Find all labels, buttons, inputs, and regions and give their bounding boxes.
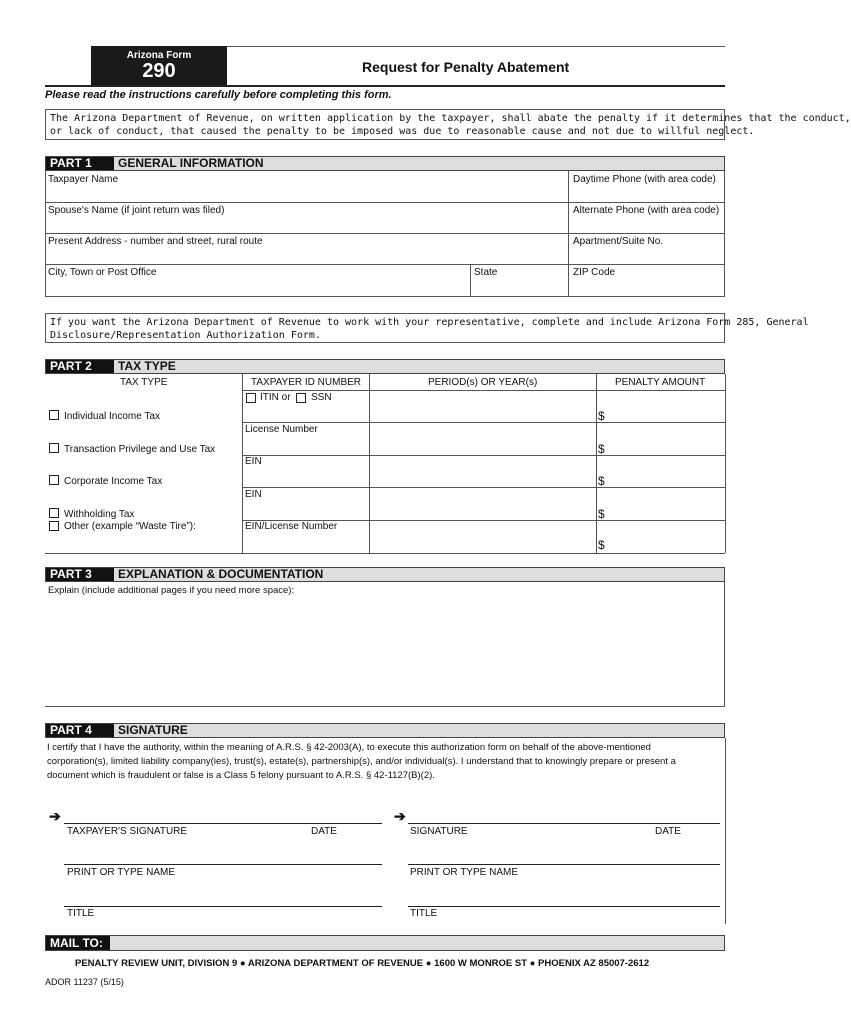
ein-label: EIN: [245, 456, 262, 467]
intro-text-line-2: or lack of conduct, that caused the penalty to be imposed was due to reasonable cause and not due to willful neglect.: [50, 126, 755, 137]
representative-box: [45, 313, 809, 343]
p1-row-rule-2: [45, 233, 725, 234]
cert-line-2: corporation(s), limited liability company(ies), trust(s), estate(s), partnership(s), and/or individual(s). I understand that to knowingly prepare or present a: [47, 756, 676, 767]
date-label-1: DATE: [311, 826, 337, 837]
print-name-label-1: PRINT OR TYPE NAME: [67, 867, 175, 878]
print-name-line-2[interactable]: [408, 864, 720, 865]
itin-label: ITIN or: [260, 392, 291, 403]
dollar-sign: $: [598, 442, 605, 456]
title-label-2: TITLE: [410, 908, 438, 919]
p2-right-rule: [725, 374, 726, 553]
apartment-field[interactable]: Apartment/Suite No.: [573, 236, 664, 247]
certification-text: [47, 741, 723, 783]
taxpayer-signature-line[interactable]: [64, 823, 382, 824]
taxpayer-signature-label: TAXPAYER'S SIGNATURE: [67, 826, 188, 837]
taxpayer-name-field[interactable]: Taxpayer Name: [48, 174, 119, 185]
part1-number: PART 1: [46, 157, 114, 170]
p2-header-rule: [242, 390, 725, 391]
intro-text-line-1: The Arizona Department of Revenue, on written application by the taxpayer, shall abate the penalty if it determines that the conduct,: [50, 113, 851, 124]
cert-line-1: I certify that I have the authority, within the meaning of A.R.S. § 42-2003(A), to execute this authorization form on behalf of the above-mentioned: [47, 742, 651, 753]
page-title: Request for Penalty Abatement: [362, 59, 570, 75]
individual-income-tax-label: Individual Income Tax: [64, 411, 160, 422]
mail-to-bar: [45, 935, 725, 951]
p2-row-rule-3: [242, 487, 725, 488]
part1-title: GENERAL INFORMATION: [118, 156, 264, 170]
p1-row-rule-3: [45, 264, 725, 265]
explanation-area[interactable]: [45, 582, 725, 707]
city-field[interactable]: City, Town or Post Office: [48, 267, 157, 278]
rep-text-line-2: Disclosure/Representation Authorization Form.: [50, 330, 321, 341]
part3-header: [45, 567, 725, 582]
present-address-field[interactable]: Present Address - number and street, rural route: [48, 236, 263, 247]
print-name-line-1[interactable]: [64, 864, 382, 865]
part3-number: PART 3: [46, 568, 114, 581]
title-line-2[interactable]: [408, 906, 720, 907]
p1-row-rule-1: [45, 202, 725, 203]
ssn-label: SSN: [311, 392, 332, 403]
tpt-label: Transaction Privilege and Use Tax: [64, 444, 216, 455]
dollar-sign: $: [598, 474, 605, 488]
explain-label: Explain (include additional pages if you need more space):: [48, 585, 295, 596]
col-penalty-amount: PENALTY AMOUNT: [615, 377, 706, 388]
p2-row-rule-1: [242, 422, 725, 423]
rep-text-line-1: If you want the Arizona Department of Revenue to work with your representative, complete and include Arizona Form 285, General: [50, 317, 809, 328]
mail-to-label: MAIL TO:: [46, 936, 110, 950]
license-number-label: License Number: [245, 424, 318, 435]
col-tax-type: TAX TYPE: [120, 377, 168, 388]
p2-bottom-rule: [45, 553, 725, 554]
print-name-label-2: PRINT OR TYPE NAME: [410, 867, 518, 878]
col-period: PERIOD(s) OR YEAR(s): [428, 377, 538, 388]
p2-col-rule-3: [596, 374, 597, 553]
other-tax-checkbox[interactable]: [49, 521, 59, 531]
withholding-tax-label: Withholding Tax: [64, 509, 135, 520]
ssn-checkbox[interactable]: [296, 393, 306, 403]
tpt-checkbox[interactable]: [49, 443, 59, 453]
signature-label: SIGNATURE: [410, 826, 468, 837]
state-field[interactable]: State: [474, 267, 498, 278]
arrow-icon: ➔: [394, 808, 406, 824]
col-taxpayer-id: TAXPAYER ID NUMBER: [251, 377, 362, 388]
dollar-sign: $: [598, 538, 605, 552]
title-line-1[interactable]: [64, 906, 382, 907]
part1-grid: [45, 171, 725, 297]
date-label-2: DATE: [655, 826, 681, 837]
p1-col-rule: [568, 171, 569, 297]
part3-title: EXPLANATION & DOCUMENTATION: [118, 567, 324, 581]
dollar-sign: $: [598, 507, 605, 521]
individual-income-tax-checkbox[interactable]: [49, 410, 59, 420]
part2-number: PART 2: [46, 360, 114, 373]
part2-title: TAX TYPE: [118, 359, 176, 373]
part2-header: [45, 359, 725, 374]
form-footer-code: ADOR 11237 (5/15): [45, 977, 124, 987]
form-number: 290: [142, 60, 176, 82]
p4-right-rule: [725, 738, 726, 924]
cert-line-3: document which is fraudulent or false is a Class 5 felony pursuant to A.R.S. § 42-1127(B)(2).: [47, 770, 435, 781]
part4-number: PART 4: [46, 724, 114, 737]
title-label-1: TITLE: [67, 908, 95, 919]
corporate-income-tax-label: Corporate Income Tax: [64, 476, 163, 487]
alternate-phone-field[interactable]: Alternate Phone (with area code): [573, 205, 720, 216]
header-top-rule: [227, 46, 725, 47]
itin-checkbox[interactable]: [246, 393, 256, 403]
ein-license-label: EIN/License Number: [245, 521, 338, 532]
signature-line[interactable]: [408, 823, 720, 824]
mail-address: PENALTY REVIEW UNIT, DIVISION 9 ● ARIZONA DEPARTMENT OF REVENUE ● 1600 W MONROE ST ● PHOENIX AZ 85007-2612: [75, 958, 650, 969]
intro-box: [45, 109, 851, 140]
header-bottom-rule: [45, 85, 725, 87]
form-label: Arizona Form: [126, 50, 192, 61]
part4-title: SIGNATURE: [118, 723, 188, 737]
p2-col-rule-2: [369, 374, 370, 553]
other-tax-label: Other (example “Waste Tire”):: [64, 521, 196, 532]
zip-field[interactable]: ZIP Code: [573, 267, 616, 278]
spouse-name-field[interactable]: Spouse's Name (if joint return was filed): [48, 205, 225, 216]
withholding-tax-checkbox[interactable]: [49, 508, 59, 518]
p2-row-rule-2: [242, 455, 725, 456]
dollar-sign: $: [598, 409, 605, 423]
corporate-income-tax-checkbox[interactable]: [49, 475, 59, 485]
p1-state-rule: [470, 264, 471, 297]
part1-header: [45, 156, 725, 171]
instructions-note: Please read the instructions carefully before completing this form.: [45, 89, 392, 101]
arrow-icon: ➔: [49, 808, 61, 824]
form-number-badge: [91, 46, 227, 85]
p2-col-rule-1: [242, 374, 243, 553]
daytime-phone-field[interactable]: Daytime Phone (with area code): [573, 174, 716, 185]
part4-header: [45, 723, 725, 738]
ein-label: EIN: [245, 489, 262, 500]
